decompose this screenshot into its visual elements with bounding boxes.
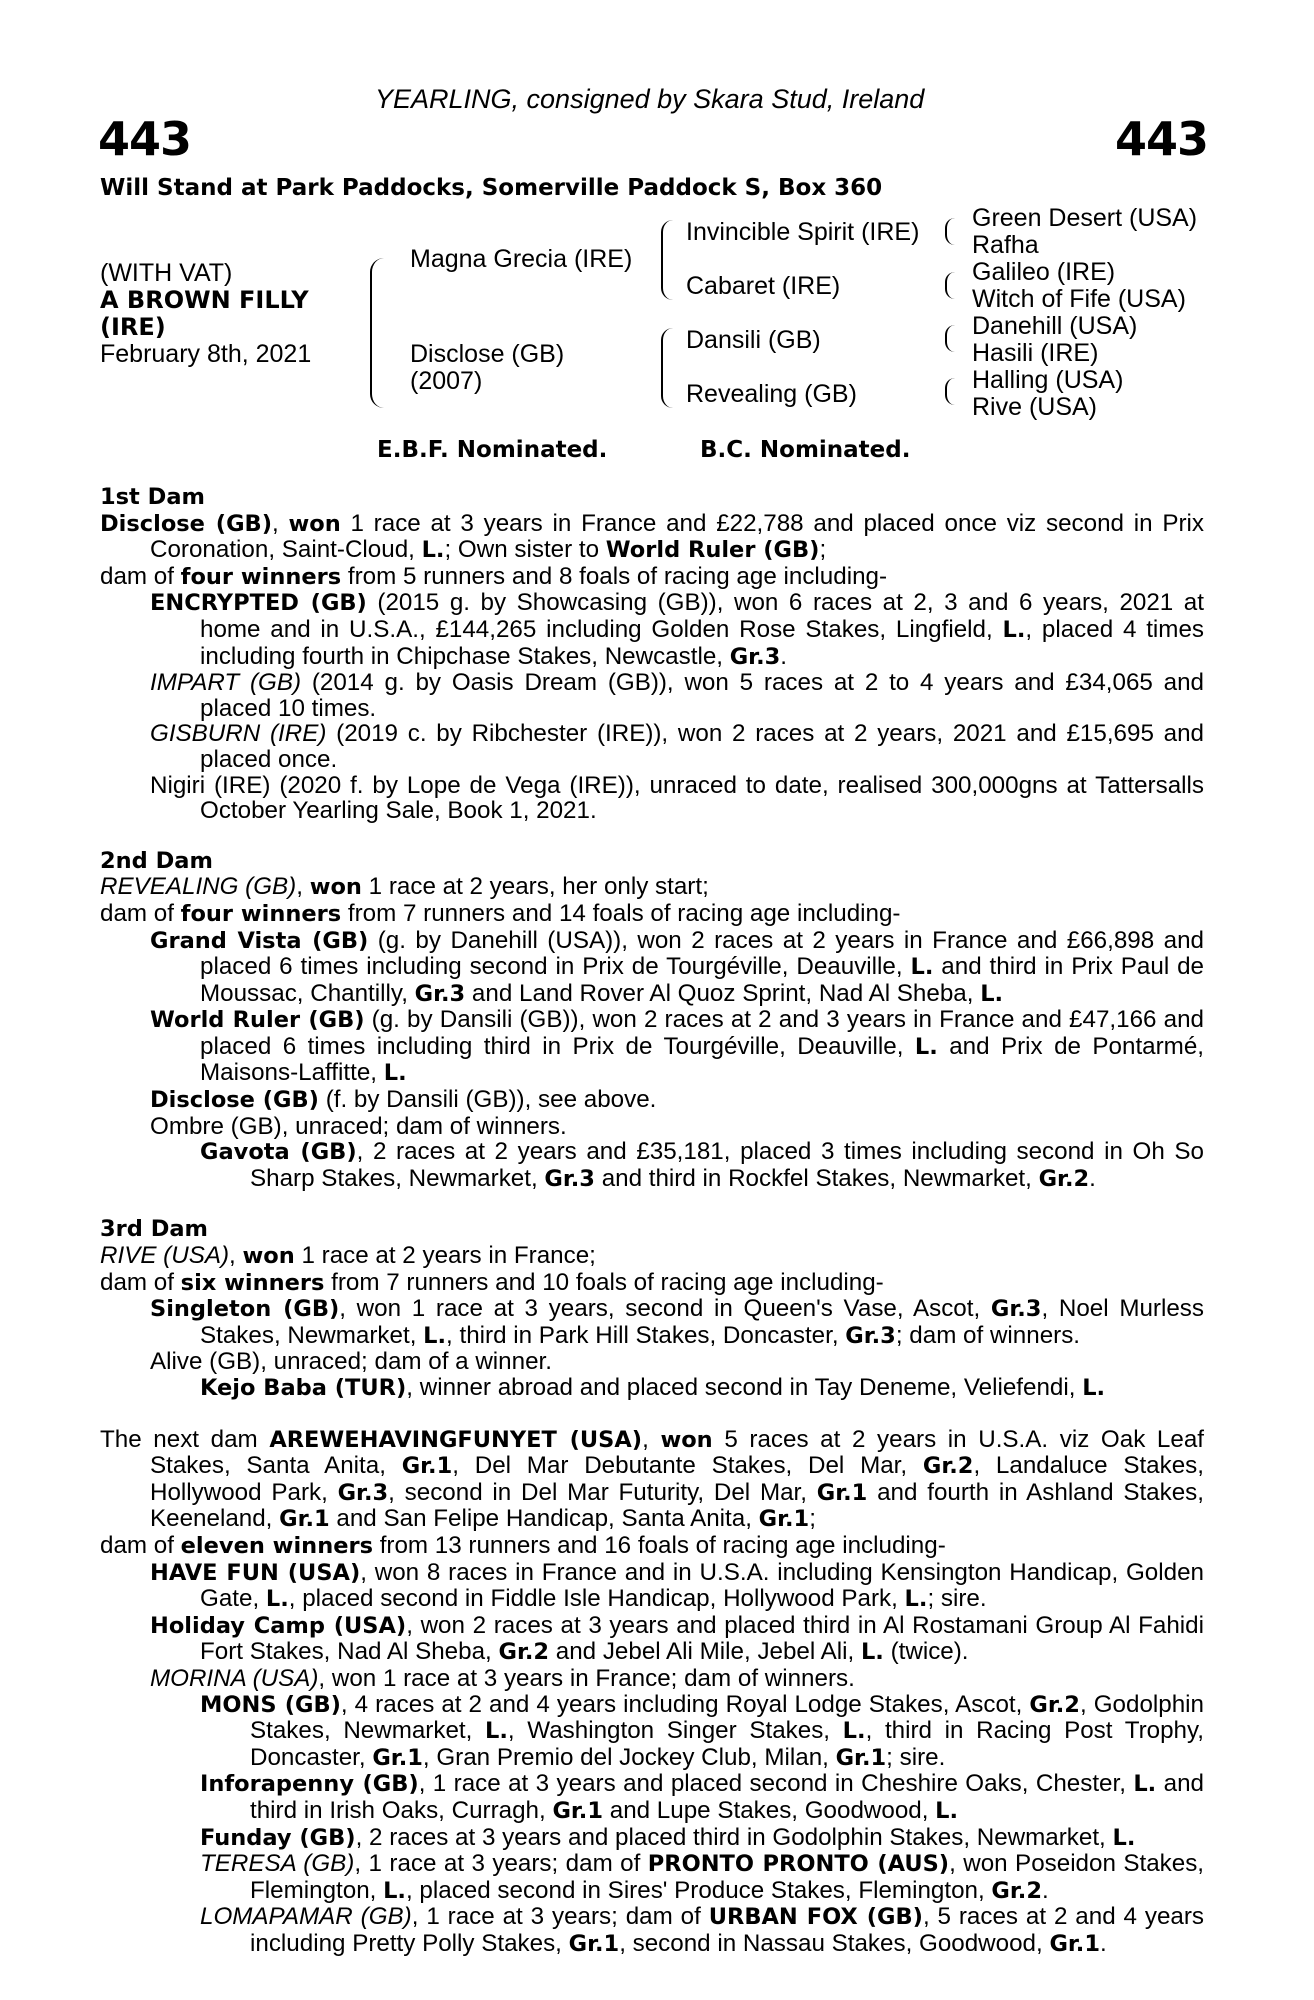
produce-record	[100, 485, 1204, 1957]
nextdam-summary: The next dam AREWEHAVINGFUNYET (USA), won 5 races at 2 years in U.S.A. viz Oak Leaf Stakes, Santa Anita, Gr.1, Del Mar Debutante Stakes, Del Mar, Gr.2, Landaluce Stakes, Hollywood Park, Gr.3, second in Del Mar Futurity, Del Mar, Gr.1 and fourth in Ashland Stakes, Keeneland, Gr.1 and San Felipe Handicap, Santa Anita, Gr.1;	[100, 1425, 1204, 1533]
nextdam-grand-1: MONS (GB), 4 races at 2 and 4 years including Royal Lodge Stakes, Ascot, Gr.2, Godolphin Stakes, Newmarket, L., Washington Singer Stakes, L., third in Racing Post Trophy, Doncaster, Gr.1, Gran Premio del Jockey Club, Milan, Gr.1; sire.	[200, 1690, 1204, 1771]
ped-sss: Green Desert (USA)	[972, 204, 1198, 232]
brace-sire	[661, 220, 673, 300]
ped-sds: Galileo (IRE)	[972, 258, 1116, 286]
horse-country: (IRE)	[100, 313, 166, 341]
dam2-produce-line: dam of four winners from 7 runners and 14 foals of racing age including-	[100, 899, 901, 927]
nextdam-produce-3: MORINA (USA), won 1 race at 3 years in France; dam of winners.	[150, 1664, 855, 1692]
dam1-heading: 1st Dam	[100, 484, 205, 510]
dam2-produce-3: Disclose (GB) (f. by Dansili (GB)), see above.	[150, 1086, 657, 1114]
dam-year: (2007)	[410, 367, 483, 395]
dam1-produce-1: ENCRYPTED (GB) (2015 g. by Showcasing (GB)), won 6 races at 2, 3 and 6 years, 2021 at home and in U.S.A., £144,265 including Golden Rose Stakes, Lingfield, L., placed 4 times including fourth in Chipchase Stakes, Newcastle, Gr.3.	[150, 589, 1204, 670]
nextdam-produce-line: dam of eleven winners from 13 runners and 16 foals of racing age including-	[100, 1531, 946, 1559]
ped-dss: Danehill (USA)	[972, 312, 1138, 340]
brace-dam	[661, 328, 673, 408]
dam2-produce-4: Ombre (GB), unraced; dam of winners.	[150, 1112, 567, 1140]
dam3-summary: RIVE (USA), won 1 race at 2 years in France;	[100, 1242, 596, 1270]
dam2-summary: REVEALING (GB), won 1 race at 2 years, her only start;	[100, 873, 709, 901]
dam-dam: Revealing (GB)	[686, 380, 857, 408]
brace-sd	[945, 272, 955, 299]
nextdam-grand-2: Inforapenny (GB), 1 race at 3 years and placed second in Cheshire Oaks, Chester, L. and third in Irish Oaks, Curragh, Gr.1 and Lupe Stakes, Goodwood, L.	[200, 1770, 1204, 1824]
nextdam-grand-4: TERESA (GB), 1 race at 3 years; dam of PRONTO PRONTO (AUS), won Poseidon Stakes, Flemington, L., placed second in Sires' Produce Stakes, Flemington, Gr.2.	[200, 1850, 1205, 1904]
horse-name: A BROWN FILLY	[100, 286, 309, 314]
dam2-produce-2: World Ruler (GB) (g. by Dansili (GB)), won 2 races at 2 and 3 years in France and £47,166 and placed 6 times including third in Prix de Tourgéville, Deauville, L. and Prix de Pontarmé, Maisons-Laffitte, L.	[150, 1006, 1204, 1087]
nextdam-grand-5: LOMAPAMAR (GB), 1 race at 3 years; dam of URBAN FOX (GB), 5 races at 2 and 4 years including Pretty Polly Stakes, Gr.1, second in Nassau Stakes, Goodwood, Gr.1.	[200, 1903, 1205, 1957]
lot-number-right: 443	[1115, 112, 1209, 166]
ped-ddd: Rive (USA)	[972, 393, 1098, 421]
ped-dsd: Hasili (IRE)	[972, 339, 1099, 367]
brace-main	[370, 258, 384, 408]
dam2-produce-5: Gavota (GB), 2 races at 2 years and £35,181, placed 3 times including second in Oh So Sharp Stakes, Newmarket, Gr.3 and third in Rockfel Stakes, Newmarket, Gr.2.	[200, 1138, 1204, 1192]
dam3-produce-1: Singleton (GB), won 1 race at 3 years, second in Queen's Vase, Ascot, Gr.3, Noel Murless Stakes, Newmarket, L., third in Park Hill Stakes, Doncaster, Gr.3; dam of winners.	[150, 1295, 1204, 1349]
brace-dd	[945, 378, 955, 405]
foaling-date: February 8th, 2021	[100, 340, 312, 368]
dam-sire: Dansili (GB)	[686, 326, 821, 354]
nextdam-produce-1: HAVE FUN (USA), won 8 races in France and in U.S.A. including Kensington Handicap, Golden Gate, L., placed second in Fiddle Isle Handicap, Hollywood Park, L.; sire.	[150, 1558, 1204, 1613]
dam1-produce-4: Nigiri (IRE) (2020 f. by Lope de Vega (IRE)), unraced to date, realised 300,000gns at Tattersalls October Yearling Sale, Book 1, 2021.	[150, 771, 1204, 825]
vat-label: (WITH VAT)	[100, 259, 233, 287]
sire-name: Magna Grecia (IRE)	[410, 245, 633, 273]
dam2-heading: 2nd Dam	[100, 847, 213, 874]
consignor-line: YEARLING, consigned by Skara Stud, Ireland	[375, 84, 925, 114]
sire-dam: Cabaret (IRE)	[686, 272, 841, 300]
brace-ds	[945, 325, 955, 352]
ped-ssd: Rafha	[972, 231, 1039, 259]
dam3-heading: 3rd Dam	[100, 1216, 208, 1243]
dam1-produce-line: dam of four winners from 5 runners and 8 foals of racing age including-	[100, 562, 888, 590]
nextdam-grand-3: Funday (GB), 2 races at 3 years and placed third in Godolphin Stakes, Newmarket, L.	[200, 1823, 1136, 1851]
dam3-produce-2: Alive (GB), unraced; dam of a winner.	[150, 1348, 552, 1376]
dam1-summary: Disclose (GB), won 1 race at 3 years in France and £22,788 and placed once viz second in Prix Coronation, Saint-Cloud, L.; Own sister to World Ruler (GB);	[100, 509, 1204, 564]
ped-sdd: Witch of Fife (USA)	[972, 285, 1186, 313]
dam-name: Disclose (GB)	[410, 340, 565, 368]
dam2-produce-1: Grand Vista (GB) (g. by Danehill (USA)), won 2 races at 2 years in France and £66,898 and placed 6 times including second in Prix de Tourgéville, Deauville, L. and third in Prix Paul de Moussac, Chantilly, Gr.3 and Land Rover Al Quoz Sprint, Nad Al Sheba, L.	[150, 926, 1204, 1007]
ebf-nominated: E.B.F. Nominated.	[377, 437, 608, 463]
lot-number-left: 443	[98, 112, 192, 166]
stabling-line: Will Stand at Park Paddocks, Somerville Paddock S, Box 360	[100, 175, 883, 201]
nextdam-produce-2: Holiday Camp (USA), won 2 races at 3 years and placed third in Al Rostamani Group Al Fahidi Fort Stakes, Nad Al Sheba, Gr.2 and Jebel Ali Mile, Jebel Ali, L. (twice).	[150, 1611, 1204, 1666]
bc-nominated: B.C. Nominated.	[700, 437, 911, 463]
dam1-produce-3: GISBURN (IRE) (2019 c. by Ribchester (IRE)), won 2 races at 2 years, 2021 and £15,695 and placed once.	[150, 720, 1205, 773]
sire-sire: Invincible Spirit (IRE)	[686, 218, 920, 246]
dam3-produce-3: Kejo Baba (TUR), winner abroad and placed second in Tay Deneme, Veliefendi, L.	[200, 1374, 1106, 1401]
ped-dds: Halling (USA)	[972, 366, 1124, 394]
dam3-produce-line: dam of six winners from 7 runners and 10 foals of racing age including-	[100, 1268, 884, 1296]
brace-ss	[945, 218, 955, 245]
dam1-produce-2: IMPART (GB) (2014 g. by Oasis Dream (GB)), won 5 races at 2 to 4 years and £34,065 and placed 10 times.	[150, 669, 1205, 722]
